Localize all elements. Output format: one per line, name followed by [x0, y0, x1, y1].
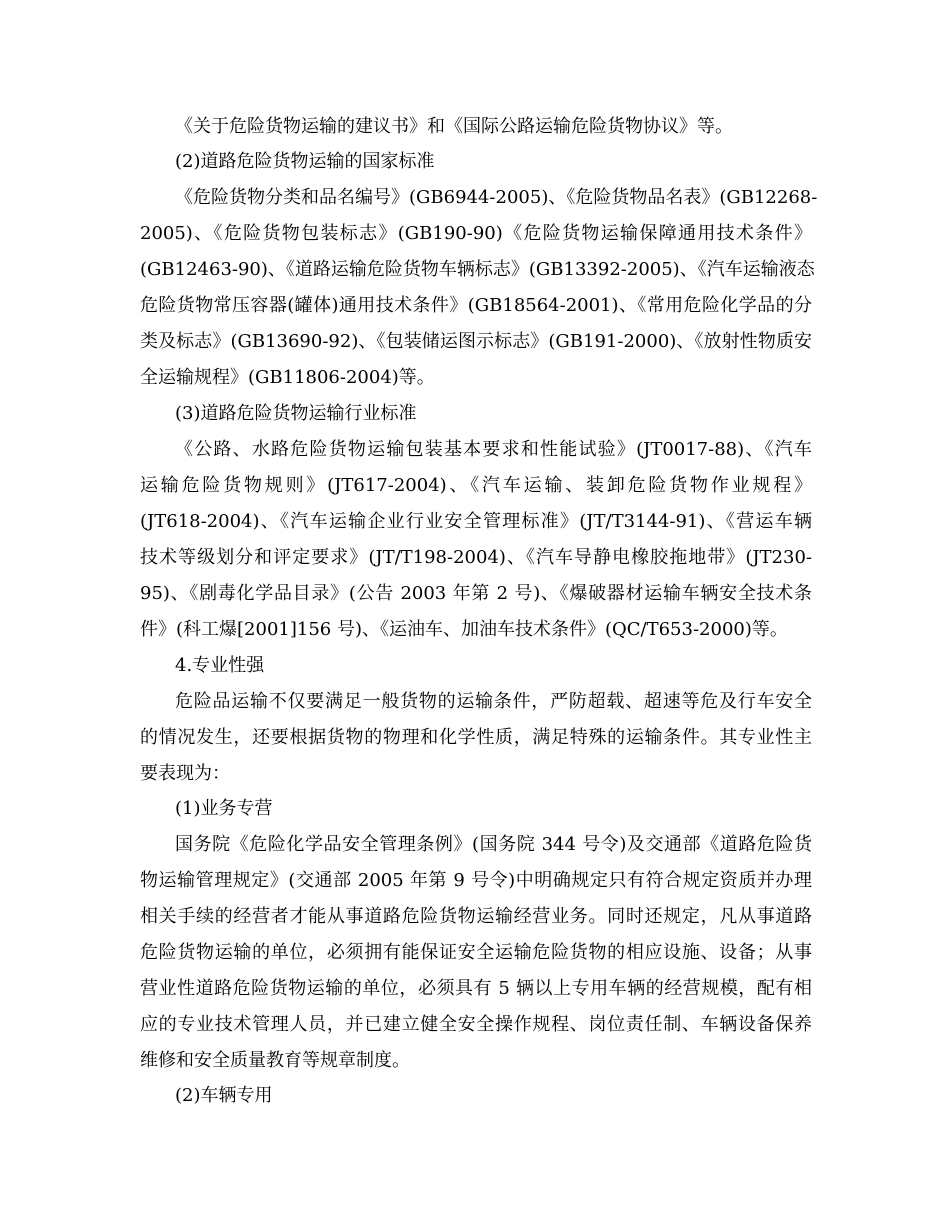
paragraph-line: 物运输管理规定》(交通部 2005 年第 9 号令)中明确规定只有符合规定资质并办理 [140, 870, 812, 891]
section-heading: (2)车辆专用 [175, 1085, 273, 1106]
paragraph-line: 要表现为： [140, 763, 230, 784]
paragraph-line: 危险货物常压容器(罐体)通用技术条件》(GB18564-2001)、《常用危险化学品的分 [140, 295, 812, 316]
section-heading: (3)道路危险货物运输行业标准 [175, 403, 417, 424]
paragraph-line: 全运输规程》(GB11806-2004)等。 [140, 367, 435, 388]
section-heading: (2)道路危险货物运输的国家标准 [175, 151, 435, 172]
paragraph-line: 的情况发生，还要根据货物的物理和化学性质，满足特殊的运输条件。其专业性主 [140, 727, 812, 748]
paragraph-line: 技术等级划分和评定要求》(JT/T198-2004)、《汽车导静电橡胶拖地带》(JT230- [140, 547, 812, 568]
paragraph-line: (JT618-2004)、《汽车运输企业行业安全管理标准》(JT/T3144-91)、《营运车辆 [140, 511, 812, 532]
paragraph-line: 2005)、《危险货物包装标志》(GB190-90)《危险货物运输保障通用技术条件》 [140, 223, 812, 244]
paragraph-line: 《关于危险货物运输的建议书》和《国际公路运输危险货物协议》等。 [175, 116, 733, 137]
paragraph-line: 95)、《剧毒化学品目录》(公告 2003 年第 2 号)、《爆破器材运输车辆安全技术条 [140, 583, 812, 604]
paragraph-line: 件》(科工爆[2001]156 号)、《运油车、加油车技术条件》(QC/T653-2000)等。 [140, 619, 788, 640]
paragraph-line: 营业性道路危险货物运输的单位，必须具有 5 辆以上专用车辆的经营规模，配有相 [140, 978, 812, 999]
section-heading: 4.专业性强 [175, 655, 265, 676]
section-heading: (1)业务专营 [175, 798, 273, 819]
paragraph-line: (GB12463-90)、《道路运输危险货物车辆标志》(GB13392-2005)、《汽车运输液态 [140, 259, 815, 280]
paragraph-line: 相关手续的经营者才能从事道路危险货物运输经营业务。同时还规定，凡从事道路 [140, 906, 812, 927]
paragraph-line: 维修和安全质量教育等规章制度。 [140, 1050, 410, 1071]
paragraph-line: 应的专业技术管理人员，并已建立健全安全操作规程、岗位责任制、车辆设备保养 [140, 1014, 812, 1035]
paragraph-line: 《公路、水路危险货物运输包装基本要求和性能试验》(JT0017-88)、《汽车 [175, 439, 812, 460]
paragraph-line: 运输危险货物规则》(JT617-2004)、《汽车运输、装卸危险货物作业规程》 [140, 475, 812, 496]
paragraph-line: 类及标志》(GB13690-92)、《包装储运图示标志》(GB191-2000)、《放射性物质安 [140, 331, 812, 352]
paragraph-line: 危险货物运输的单位，必须拥有能保证安全运输危险货物的相应设施、设备；从事 [140, 942, 812, 963]
paragraph-line: 危险品运输不仅要满足一般货物的运输条件，严防超载、超速等危及行车安全 [175, 691, 812, 712]
paragraph-line: 《危险货物分类和品名编号》(GB6944-2005)、《危险货物品名表》(GB12268- [175, 187, 818, 208]
paragraph-line: 国务院《危险化学品安全管理条例》(国务院 344 号令)及交通部《道路危险货 [175, 834, 812, 855]
